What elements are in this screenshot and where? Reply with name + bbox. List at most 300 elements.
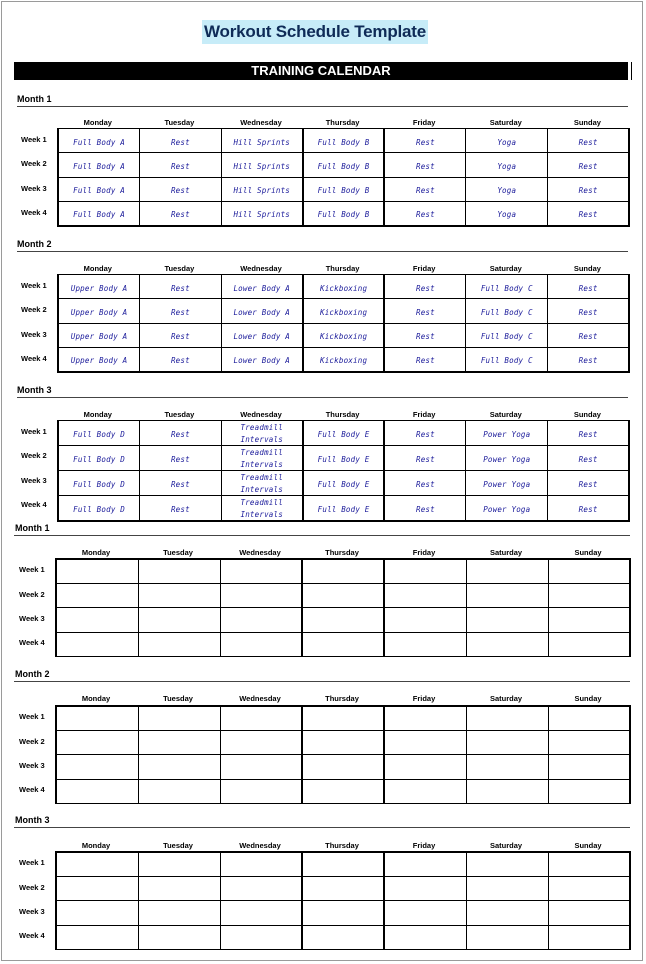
workout-entry: Full Body C [480, 307, 533, 317]
week-label: Week 4 [19, 931, 45, 941]
week-row [56, 608, 630, 632]
schedule-cell[interactable] [384, 901, 466, 925]
schedule-cell[interactable] [548, 876, 630, 900]
banner-edge-mark [628, 62, 630, 80]
workout-entry: Power Yoga [483, 430, 531, 439]
day-heading: Tuesday [164, 118, 195, 127]
schedule-cell[interactable] [466, 706, 548, 730]
schedule-cell[interactable] [58, 275, 140, 299]
schedule-cell[interactable] [138, 755, 220, 779]
training-calendar-banner [14, 62, 628, 80]
workout-entry: Rest [578, 186, 598, 196]
schedule-cell[interactable] [220, 583, 302, 607]
schedule-cell[interactable] [138, 583, 220, 607]
workout-entry: Full Body C [480, 356, 533, 366]
workout-entry: Rest [415, 332, 435, 342]
week-label: Week 3 [19, 614, 45, 623]
day-heading: Friday [412, 264, 436, 273]
workout-grid [57, 128, 630, 227]
schedule-cell[interactable] [384, 559, 466, 583]
workout-entry: Hill Sprints [233, 210, 291, 220]
schedule-cell[interactable] [138, 901, 220, 925]
day-heading: Saturday [489, 548, 523, 557]
schedule-cell[interactable] [140, 347, 222, 371]
schedule-cell[interactable] [138, 925, 220, 949]
workout-entry: Treadmill Intervals [240, 473, 283, 494]
schedule-cell[interactable] [58, 471, 140, 496]
day-heading: Saturday [489, 410, 522, 419]
schedule-cell[interactable] [466, 496, 548, 522]
schedule-cell[interactable] [384, 876, 466, 900]
schedule-cell[interactable] [384, 421, 466, 446]
day-heading: Saturday [489, 264, 522, 273]
schedule-cell[interactable] [466, 299, 548, 323]
schedule-cell[interactable] [384, 706, 466, 730]
schedule-cell[interactable] [548, 730, 630, 754]
schedule-cell[interactable] [548, 925, 630, 949]
schedule-cell[interactable] [548, 129, 630, 153]
schedule-cell[interactable] [384, 275, 466, 299]
schedule-cell[interactable] [58, 129, 140, 153]
workout-entry: Kickboxing [320, 307, 368, 317]
week-row [56, 559, 630, 583]
schedule-cell[interactable] [384, 323, 466, 347]
schedule-cell[interactable] [58, 421, 140, 446]
schedule-cell[interactable] [140, 177, 222, 201]
workout-entry: Rest [170, 161, 190, 171]
week-label: Week 4 [21, 208, 47, 218]
schedule-cell[interactable] [384, 446, 466, 471]
schedule-cell[interactable] [58, 446, 140, 471]
schedule-cell[interactable] [303, 496, 385, 522]
schedule-cell[interactable] [302, 925, 384, 949]
schedule-cell[interactable] [138, 852, 220, 876]
schedule-cell[interactable] [466, 559, 548, 583]
workout-entry: Lower Body A [233, 356, 291, 366]
workout-entry: Full Body D [73, 505, 125, 514]
schedule-cell[interactable] [221, 446, 303, 471]
schedule-cell[interactable] [138, 632, 220, 656]
schedule-cell[interactable] [384, 608, 466, 632]
schedule-cell[interactable] [466, 201, 548, 225]
workout-entry: Rest [415, 210, 435, 220]
schedule-cell[interactable] [303, 347, 385, 371]
day-heading: Thursday [325, 410, 360, 419]
schedule-cell[interactable] [303, 201, 385, 225]
schedule-cell[interactable] [221, 347, 303, 371]
workout-entry: Upper Body A [70, 307, 128, 317]
workout-entry: Rest [578, 137, 598, 147]
schedule-cell[interactable] [140, 129, 222, 153]
schedule-cell[interactable] [466, 153, 548, 177]
schedule-cell[interactable] [548, 608, 630, 632]
week-row [58, 421, 629, 446]
day-heading: Sunday [574, 548, 602, 557]
schedule-cell[interactable] [384, 925, 466, 949]
schedule-cell[interactable] [466, 632, 548, 656]
schedule-cell[interactable] [138, 779, 220, 803]
month-label: Month 3 [15, 815, 50, 825]
schedule-cell[interactable] [303, 323, 385, 347]
week-row [58, 446, 629, 471]
week-row [56, 730, 630, 754]
schedule-cell[interactable] [221, 299, 303, 323]
day-heading: Wednesday [240, 118, 282, 127]
week-row [58, 201, 629, 225]
schedule-cell[interactable] [384, 583, 466, 607]
schedule-cell[interactable] [221, 496, 303, 522]
schedule-cell[interactable] [303, 153, 385, 177]
schedule-cell[interactable] [140, 471, 222, 496]
workout-entry: Yoga [497, 161, 517, 171]
day-heading: Tuesday [164, 410, 195, 419]
workout-entry: Rest [170, 186, 190, 196]
schedule-cell[interactable] [302, 852, 384, 876]
schedule-cell[interactable] [302, 559, 384, 583]
workout-entry: Rest [415, 505, 435, 514]
document-title: Workout Schedule Template [202, 20, 428, 44]
schedule-cell[interactable] [303, 299, 385, 323]
schedule-cell[interactable] [221, 275, 303, 299]
schedule-cell[interactable] [303, 275, 385, 299]
workout-entry: Rest [578, 210, 598, 220]
workout-entry: Rest [170, 455, 190, 464]
workout-entry: Yoga [497, 186, 517, 196]
schedule-cell[interactable] [220, 876, 302, 900]
week-label: Week 3 [21, 329, 47, 339]
workout-entry: Rest [170, 283, 190, 293]
day-heading: Wednesday [240, 410, 282, 419]
week-label: Week 3 [21, 475, 47, 485]
schedule-cell[interactable] [56, 559, 138, 583]
workout-entry: Yoga [497, 210, 517, 220]
schedule-cell[interactable] [303, 471, 385, 496]
week-label: Week 3 [19, 907, 45, 916]
schedule-cell[interactable] [56, 608, 138, 632]
week-row [56, 583, 630, 607]
schedule-cell[interactable] [384, 755, 466, 779]
schedule-cell[interactable] [58, 201, 140, 225]
schedule-cell[interactable] [384, 779, 466, 803]
month-label: Month 3 [17, 385, 52, 395]
month-label: Month 1 [15, 523, 50, 533]
schedule-cell[interactable] [138, 876, 220, 900]
workout-entry: Rest [415, 430, 435, 439]
schedule-cell[interactable] [138, 559, 220, 583]
workout-entry: Full Body C [480, 283, 533, 293]
schedule-cell[interactable] [220, 901, 302, 925]
day-heading: Tuesday [163, 548, 193, 557]
schedule-cell[interactable] [466, 275, 548, 299]
day-heading: Friday [412, 548, 436, 557]
schedule-cell[interactable] [138, 608, 220, 632]
workout-entry: Full Body E [317, 455, 370, 464]
schedule-cell[interactable] [548, 471, 630, 496]
schedule-cell[interactable] [302, 730, 384, 754]
schedule-cell[interactable] [56, 925, 138, 949]
schedule-cell[interactable] [466, 347, 548, 371]
schedule-cell[interactable] [384, 730, 466, 754]
workout-entry: Rest [170, 137, 190, 147]
schedule-cell[interactable] [140, 421, 222, 446]
week-label: Week 1 [19, 858, 45, 868]
week-label: Week 2 [19, 589, 45, 599]
workout-entry: Kickboxing [320, 332, 368, 342]
workout-entry: Full Body A [73, 210, 125, 220]
schedule-cell[interactable] [466, 471, 548, 496]
schedule-cell[interactable] [548, 153, 630, 177]
day-heading: Monday [83, 410, 112, 419]
week-label: Week 2 [19, 736, 45, 746]
schedule-cell[interactable] [548, 323, 630, 347]
schedule-cell[interactable] [466, 177, 548, 201]
workout-entry: Lower Body A [233, 283, 291, 293]
schedule-cell[interactable] [384, 201, 466, 225]
workout-entry: Rest [578, 283, 598, 293]
workout-entry: Rest [170, 332, 190, 342]
week-row [58, 496, 629, 522]
day-heading: Thursday [325, 548, 359, 557]
schedule-cell[interactable] [548, 779, 630, 803]
schedule-cell[interactable] [384, 852, 466, 876]
schedule-cell[interactable] [384, 299, 466, 323]
schedule-cell[interactable] [56, 876, 138, 900]
schedule-cell[interactable] [384, 471, 466, 496]
schedule-cell[interactable] [140, 446, 222, 471]
schedule-cell[interactable] [221, 323, 303, 347]
schedule-cell[interactable] [466, 446, 548, 471]
schedule-cell[interactable] [140, 153, 222, 177]
day-heading: Saturday [489, 694, 523, 703]
workout-entry: Full Body E [317, 480, 370, 489]
schedule-cell[interactable] [302, 876, 384, 900]
workout-entry: Upper Body A [70, 332, 128, 342]
schedule-cell[interactable] [221, 153, 303, 177]
schedule-cell[interactable] [58, 153, 140, 177]
week-row [58, 323, 629, 347]
schedule-cell[interactable] [56, 632, 138, 656]
schedule-cell[interactable] [548, 706, 630, 730]
schedule-cell[interactable] [220, 706, 302, 730]
schedule-cell[interactable] [220, 632, 302, 656]
day-heading: Friday [412, 410, 436, 419]
schedule-cell[interactable] [58, 347, 140, 371]
workout-entry: Full Body B [317, 137, 370, 147]
schedule-cell[interactable] [466, 323, 548, 347]
schedule-cell[interactable] [466, 755, 548, 779]
schedule-cell[interactable] [548, 177, 630, 201]
workout-entry: Rest [578, 332, 598, 342]
week-label: Week 1 [21, 427, 47, 437]
schedule-cell[interactable] [466, 730, 548, 754]
workout-entry: Rest [578, 356, 598, 366]
schedule-cell[interactable] [466, 901, 548, 925]
month-label: Month 2 [17, 239, 52, 249]
schedule-cell[interactable] [220, 755, 302, 779]
week-label: Week 4 [21, 500, 47, 510]
schedule-cell[interactable] [548, 201, 630, 225]
schedule-cell[interactable] [220, 852, 302, 876]
schedule-cell[interactable] [221, 177, 303, 201]
schedule-cell[interactable] [56, 583, 138, 607]
schedule-cell[interactable] [56, 755, 138, 779]
workout-entry: Rest [170, 430, 190, 439]
schedule-cell[interactable] [548, 852, 630, 876]
schedule-cell[interactable] [221, 201, 303, 225]
blank-workout-grid [55, 705, 631, 804]
day-heading: Wednesday [240, 264, 282, 273]
day-heading: Monday [81, 548, 111, 557]
schedule-cell[interactable] [466, 852, 548, 876]
blank-workout-grid [55, 558, 631, 657]
schedule-cell[interactable] [56, 901, 138, 925]
month-divider [17, 106, 628, 107]
schedule-cell[interactable] [384, 129, 466, 153]
week-row [56, 925, 630, 949]
workout-entry: Yoga [497, 137, 517, 147]
day-heading: Tuesday [164, 264, 195, 273]
schedule-cell[interactable] [140, 299, 222, 323]
schedule-cell[interactable] [138, 706, 220, 730]
schedule-cell[interactable] [140, 323, 222, 347]
schedule-cell[interactable] [548, 421, 630, 446]
workout-entry: Rest [415, 356, 435, 366]
week-label: Week 4 [19, 785, 45, 795]
schedule-cell[interactable] [548, 632, 630, 656]
workout-entry: Full Body D [73, 430, 125, 439]
day-heading: Wednesday [239, 548, 281, 557]
day-heading: Thursday [325, 694, 359, 703]
schedule-cell[interactable] [56, 730, 138, 754]
workout-entry: Full Body D [73, 455, 125, 464]
schedule-cell[interactable] [303, 177, 385, 201]
schedule-cell[interactable] [56, 706, 138, 730]
schedule-cell[interactable] [548, 901, 630, 925]
schedule-cell[interactable] [220, 779, 302, 803]
workout-entry: Rest [415, 307, 435, 317]
month-label: Month 2 [15, 669, 50, 679]
schedule-cell[interactable] [303, 446, 385, 471]
week-label: Week 1 [19, 565, 45, 575]
week-row [58, 153, 629, 177]
schedule-cell[interactable] [58, 323, 140, 347]
blank-workout-grid [55, 851, 631, 950]
schedule-cell[interactable] [548, 559, 630, 583]
schedule-cell[interactable] [466, 421, 548, 446]
day-heading: Thursday [325, 118, 360, 127]
workout-entry: Power Yoga [483, 505, 531, 514]
schedule-cell[interactable] [466, 129, 548, 153]
week-row [56, 632, 630, 656]
schedule-cell[interactable] [466, 925, 548, 949]
schedule-cell[interactable] [221, 421, 303, 446]
workout-entry: Rest [578, 455, 598, 464]
schedule-cell[interactable] [221, 471, 303, 496]
workout-entry: Rest [415, 161, 435, 171]
schedule-cell[interactable] [303, 421, 385, 446]
week-row [56, 852, 630, 876]
day-heading: Wednesday [239, 841, 281, 850]
month-divider [17, 251, 628, 252]
workout-entry: Rest [578, 307, 598, 317]
schedule-cell[interactable] [220, 730, 302, 754]
schedule-cell[interactable] [548, 583, 630, 607]
schedule-cell[interactable] [548, 299, 630, 323]
week-row [56, 706, 630, 730]
workout-grid [57, 420, 630, 522]
schedule-cell[interactable] [220, 608, 302, 632]
day-heading: Friday [412, 841, 436, 850]
schedule-cell[interactable] [220, 559, 302, 583]
day-heading: Tuesday [163, 694, 193, 703]
month-divider [14, 681, 630, 682]
day-heading: Friday [412, 118, 436, 127]
schedule-cell[interactable] [302, 706, 384, 730]
schedule-cell[interactable] [302, 608, 384, 632]
workout-entry: Upper Body A [70, 283, 128, 293]
day-heading: Thursday [325, 264, 360, 273]
workout-entry: Rest [578, 505, 598, 514]
workout-entry: Hill Sprints [233, 186, 291, 196]
schedule-cell[interactable] [56, 779, 138, 803]
workout-entry: Treadmill Intervals [240, 423, 283, 444]
schedule-cell[interactable] [302, 632, 384, 656]
schedule-cell[interactable] [466, 779, 548, 803]
schedule-cell[interactable] [302, 779, 384, 803]
workout-entry: Rest [415, 137, 435, 147]
workout-entry: Rest [578, 480, 598, 489]
schedule-cell[interactable] [58, 299, 140, 323]
schedule-cell[interactable] [548, 496, 630, 522]
schedule-cell[interactable] [56, 852, 138, 876]
banner-edge-line [631, 62, 632, 80]
schedule-cell[interactable] [140, 201, 222, 225]
week-row [58, 129, 629, 153]
week-label: Week 2 [19, 882, 45, 892]
schedule-cell[interactable] [302, 583, 384, 607]
workout-entry: Full Body A [73, 161, 125, 171]
schedule-cell[interactable] [548, 755, 630, 779]
schedule-cell[interactable] [548, 446, 630, 471]
month-divider [14, 535, 630, 536]
week-row [58, 347, 629, 371]
schedule-cell[interactable] [138, 730, 220, 754]
schedule-cell[interactable] [466, 583, 548, 607]
schedule-cell[interactable] [58, 496, 140, 522]
week-label: Week 1 [21, 281, 47, 291]
schedule-cell[interactable] [140, 496, 222, 522]
schedule-cell[interactable] [140, 275, 222, 299]
schedule-cell[interactable] [221, 129, 303, 153]
schedule-cell[interactable] [548, 275, 630, 299]
schedule-cell[interactable] [384, 632, 466, 656]
schedule-cell[interactable] [384, 153, 466, 177]
schedule-cell[interactable] [58, 177, 140, 201]
schedule-cell[interactable] [384, 177, 466, 201]
schedule-cell[interactable] [220, 925, 302, 949]
schedule-cell[interactable] [302, 901, 384, 925]
schedule-cell[interactable] [302, 755, 384, 779]
schedule-cell[interactable] [466, 608, 548, 632]
schedule-cell[interactable] [384, 347, 466, 371]
workout-entry: Rest [415, 283, 435, 293]
schedule-cell[interactable] [466, 876, 548, 900]
schedule-cell[interactable] [548, 347, 630, 371]
schedule-cell[interactable] [384, 496, 466, 522]
schedule-cell[interactable] [303, 129, 385, 153]
workout-entry: Full Body B [317, 186, 370, 196]
workout-entry: Rest [578, 430, 598, 439]
